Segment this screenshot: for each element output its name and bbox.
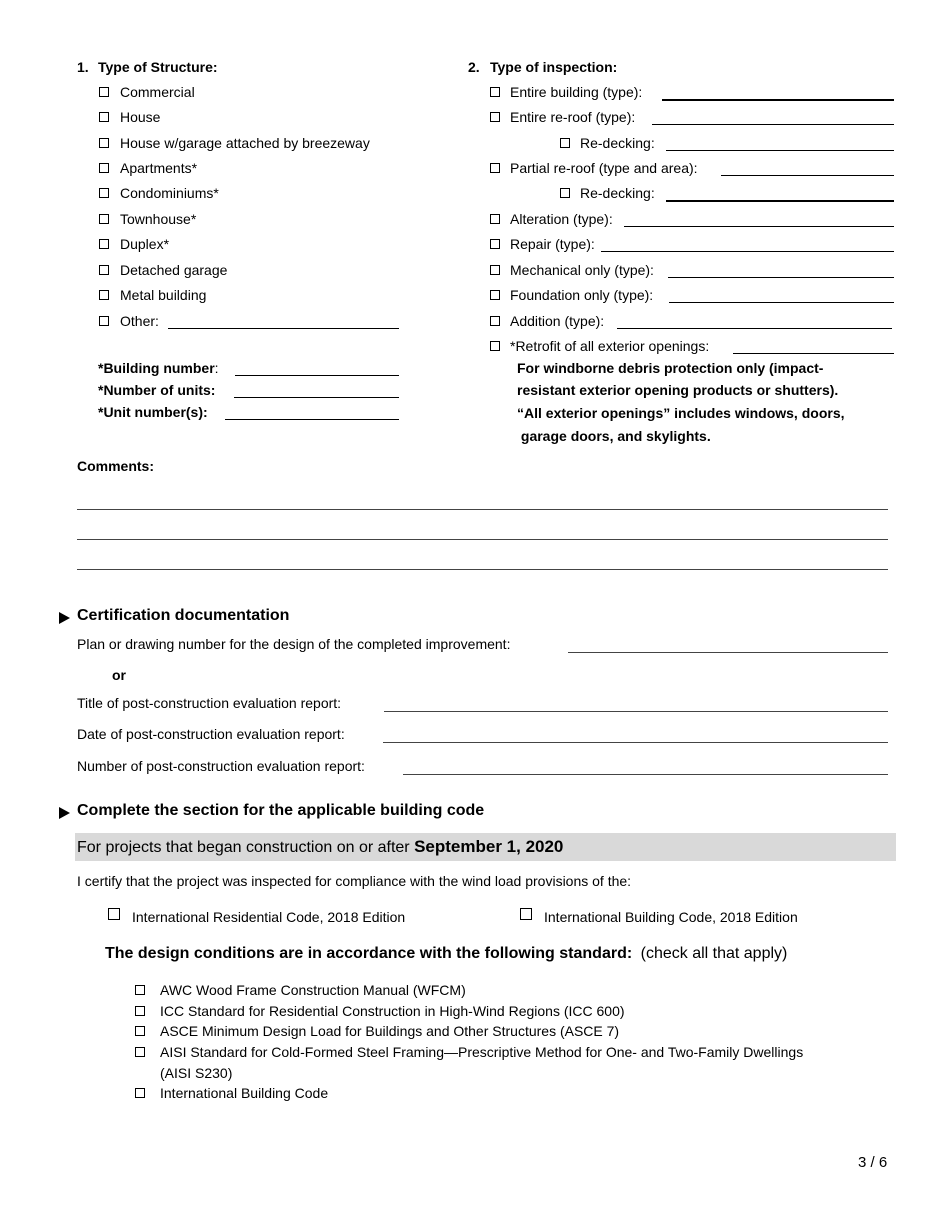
unit-numbers-label: *Unit number(s): [98,404,208,420]
option-label: House [120,109,161,125]
section-arrow-icon [59,807,70,819]
mechanical-input-line[interactable] [668,277,894,278]
addition-input-line[interactable] [617,328,892,329]
option-label: Repair (type): [510,236,595,252]
comments-line-3[interactable] [77,569,888,570]
checkbox[interactable] [99,265,109,275]
option-label: Metal building [120,287,207,303]
checkbox[interactable] [520,908,532,920]
checkbox[interactable] [108,908,120,920]
option-label: Partial re-roof (type and area): [510,160,698,176]
report-title-label: Title of post-construction evaluation report: [77,695,342,711]
option-label: Townhouse* [120,211,197,227]
number-of-units-label: *Number of units: [98,382,216,398]
checkbox[interactable] [135,985,145,995]
option-label: Entire re-roof (type): [510,109,636,125]
or-label: or [112,667,126,683]
checkbox[interactable] [135,1088,145,1098]
checkbox[interactable] [490,341,500,351]
option-label: Duplex* [120,236,170,252]
retrofit-input-line[interactable] [733,353,894,354]
entire-building-input-line[interactable] [662,99,894,101]
checkbox[interactable] [99,214,109,224]
option-label: International Building Code [160,1085,329,1101]
checkbox[interactable] [490,87,500,97]
option-label: AISI Standard for Cold-Formed Steel Framing—Prescriptive Method for One- and Two-Family Dwellings [160,1044,804,1060]
checkbox[interactable] [560,138,570,148]
report-number-input-line[interactable] [403,774,888,775]
report-date-label: Date of post-construction evaluation report: [77,726,345,742]
date-banner-text: For projects that began construction on or after September 1, 2020 [77,837,564,856]
option-label: AWC Wood Frame Construction Manual (WFCM) [160,982,466,998]
comments-line-2[interactable] [77,539,888,540]
checkbox[interactable] [99,138,109,148]
other-input-line[interactable] [168,328,399,329]
checkbox[interactable] [490,239,500,249]
option-label: Foundation only (type): [510,287,654,303]
checkbox[interactable] [490,265,500,275]
option-label: Detached garage [120,262,228,278]
design-conditions-heading: The design conditions are in accordance with the following standard: (check all that apply) [105,945,788,962]
checkbox[interactable] [490,214,500,224]
checkbox[interactable] [490,290,500,300]
certification-heading: Certification documentation [77,607,290,624]
option-label: Other: [120,313,159,329]
checkbox[interactable] [99,290,109,300]
option-label: Alteration (type): [510,211,613,227]
number-of-units-input-line[interactable] [234,397,399,398]
retrofit-note-line-4: garage doors, and skylights. [517,428,711,444]
report-number-label: Number of post-construction evaluation report: [77,758,365,774]
option-label: Addition (type): [510,313,605,329]
retrofit-note-line-2: resistant exterior opening products or shutters). [517,382,839,398]
redecking-2-input-line[interactable] [666,200,894,202]
inspection-heading: Type of inspection: [490,59,618,75]
option-label: Commercial [120,84,195,100]
comments-line-1[interactable] [77,509,888,510]
checkbox[interactable] [135,1047,145,1057]
structure-heading: Type of Structure: [98,59,218,75]
building-code-heading: Complete the section for the applicable building code [77,802,485,819]
certify-statement: I certify that the project was inspected for compliance with the wind load provisions of the: [77,873,632,889]
checkbox[interactable] [99,87,109,97]
checkbox[interactable] [490,163,500,173]
checkbox[interactable] [135,1006,145,1016]
checkbox[interactable] [99,112,109,122]
inspection-number: 2. [468,59,480,75]
foundation-input-line[interactable] [669,302,894,303]
alteration-input-line[interactable] [624,226,894,227]
option-label: House w/garage attached by breezeway [120,135,370,151]
option-label: International Residential Code, 2018 Edition [132,909,406,925]
redecking-1-input-line[interactable] [666,150,894,151]
section-arrow-icon [59,612,70,624]
option-label: ASCE Minimum Design Load for Buildings and Other Structures (ASCE 7) [160,1023,620,1039]
partial-reroof-input-line[interactable] [721,175,894,176]
option-label: *Retrofit of all exterior openings: [510,338,710,354]
option-label: Entire building (type): [510,84,643,100]
page-number: 3 / 6 [858,1154,888,1171]
checkbox[interactable] [99,316,109,326]
checkbox[interactable] [560,188,570,198]
option-label: ICC Standard for Residential Construction in High-Wind Regions (ICC 600) [160,1003,625,1019]
checkbox[interactable] [99,163,109,173]
option-label: Re-decking: [580,185,655,201]
plan-number-label: Plan or drawing number for the design of the completed improvement: [77,636,511,652]
checkbox[interactable] [490,112,500,122]
report-title-input-line[interactable] [384,711,888,712]
option-label: Re-decking: [580,135,655,151]
retrofit-note-line-3: “All exterior openings” includes windows, doors, [517,405,845,421]
option-label: International Building Code, 2018 Edition [544,909,798,925]
report-date-input-line[interactable] [383,742,888,743]
option-label: Mechanical only (type): [510,262,654,278]
option-label-continued: (AISI S230) [160,1065,233,1081]
unit-numbers-input-line[interactable] [225,419,399,420]
repair-input-line[interactable] [601,251,894,252]
checkbox[interactable] [99,188,109,198]
retrofit-note-line-1: For windborne debris protection only (impact- [517,360,824,376]
checkbox[interactable] [135,1026,145,1036]
option-label: Apartments* [120,160,198,176]
comments-label: Comments: [77,458,155,474]
building-number-label: *Building number: [98,360,219,376]
option-label: Condominiums* [120,185,219,201]
checkbox[interactable] [490,316,500,326]
plan-number-input-line[interactable] [568,652,888,653]
building-number-input-line[interactable] [235,375,399,376]
structure-number: 1. [77,59,89,75]
entire-reroof-input-line[interactable] [652,124,894,125]
checkbox[interactable] [99,239,109,249]
